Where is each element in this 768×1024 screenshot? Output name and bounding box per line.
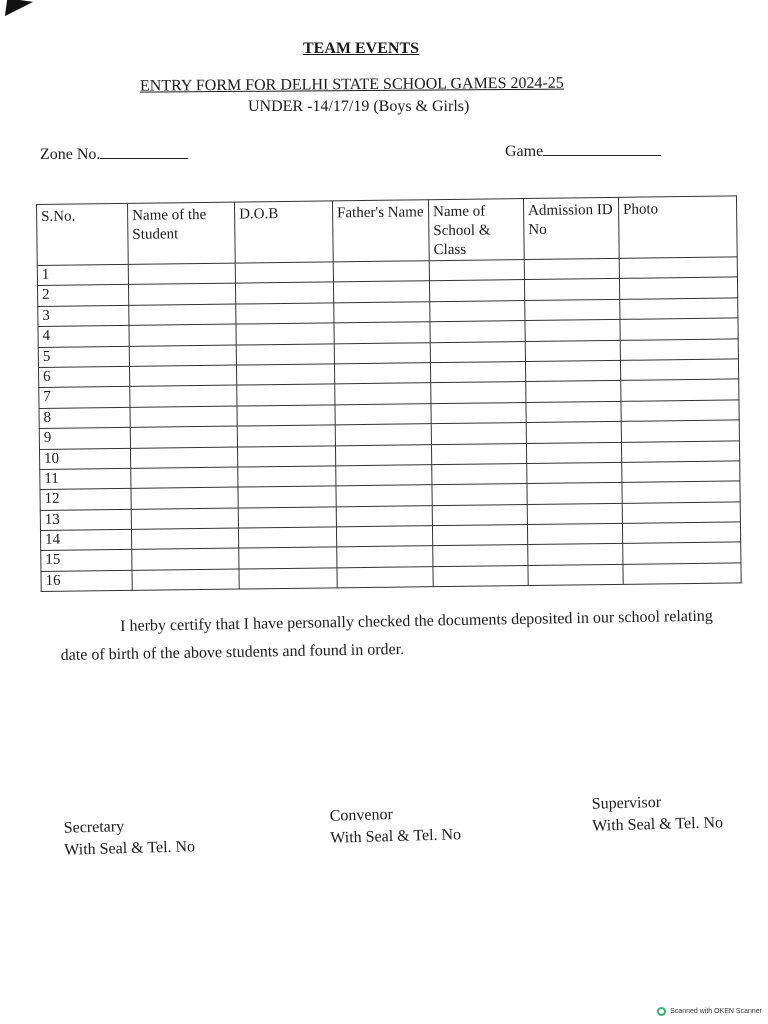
column-header: Name of School & Class (428, 199, 524, 261)
entry-cell[interactable] (129, 324, 236, 346)
entry-cell[interactable] (130, 406, 237, 428)
form-subtitle: ENTRY FORM FOR DELHI STATE SCHOOL GAMES 2024-25 (139, 74, 564, 95)
entry-cell[interactable] (525, 360, 620, 382)
entry-cell[interactable] (336, 465, 432, 487)
entry-cell[interactable] (526, 381, 621, 403)
entry-cell[interactable] (131, 508, 238, 530)
entry-cell[interactable] (333, 281, 429, 303)
serial-number-cell: 1 (37, 264, 128, 286)
entry-cell[interactable] (239, 547, 337, 569)
entry-cell[interactable] (129, 345, 236, 367)
entry-cell[interactable] (236, 323, 334, 345)
serial-number-cell: 10 (39, 448, 130, 470)
entry-cell[interactable] (336, 505, 432, 527)
serial-number-cell: 14 (40, 529, 131, 551)
entry-cell[interactable] (432, 463, 527, 485)
entry-cell[interactable] (621, 420, 739, 442)
entry-cell[interactable] (333, 261, 429, 283)
serial-number-cell: 12 (40, 489, 131, 511)
entry-cell[interactable] (238, 507, 336, 529)
entry-cell[interactable] (128, 283, 235, 305)
entry-cell[interactable] (432, 525, 527, 547)
secretary-signature-block (63, 814, 195, 861)
entry-cell[interactable] (132, 569, 239, 591)
serial-number-cell: 16 (41, 570, 132, 592)
supervisor-label: Supervisor (591, 793, 662, 813)
serial-number-cell: 5 (38, 346, 129, 368)
serial-number-cell: 3 (38, 305, 129, 327)
entry-cell[interactable] (334, 301, 430, 323)
entry-cell[interactable] (236, 303, 334, 325)
table-body (37, 257, 741, 592)
form-category: UNDER -14/17/19 (Boys & Girls) (248, 98, 470, 115)
entry-cell[interactable] (620, 359, 738, 381)
entry-cell[interactable] (431, 382, 526, 404)
entry-cell[interactable] (235, 262, 333, 284)
entry-cell[interactable] (130, 385, 237, 407)
certification-line-1: I herby certify that I have personally checked the documents deposited in our school relating (120, 607, 713, 635)
entry-cell[interactable] (336, 485, 432, 507)
entry-cell[interactable] (527, 462, 622, 484)
entry-cell[interactable] (235, 282, 333, 304)
entry-cell[interactable] (622, 481, 740, 503)
secretary-seal-label: With Seal & Tel. No (64, 838, 196, 859)
entry-cell[interactable] (238, 466, 336, 488)
serial-number-cell: 6 (38, 366, 129, 388)
serial-number-cell: 11 (40, 468, 131, 490)
entry-cell[interactable] (525, 340, 620, 362)
entry-cell[interactable] (527, 523, 622, 545)
zone-blank-line (100, 145, 188, 159)
entry-cell[interactable] (620, 298, 738, 320)
entry-cell[interactable] (622, 461, 740, 483)
entry-cell[interactable] (524, 279, 619, 301)
entry-cell[interactable] (528, 564, 623, 586)
entry-cell[interactable] (236, 364, 334, 386)
entry-cell[interactable] (130, 426, 237, 448)
serial-number-cell: 13 (40, 509, 131, 531)
entry-table-wrapper (36, 195, 746, 592)
entry-cell[interactable] (238, 527, 336, 549)
entry-cell[interactable] (622, 522, 740, 544)
entry-cell[interactable] (431, 443, 526, 465)
entry-cell[interactable] (335, 383, 431, 405)
table-header-row (37, 196, 738, 266)
entry-cell[interactable] (433, 565, 528, 587)
serial-number-cell: 7 (39, 387, 130, 409)
serial-number-cell: 9 (39, 427, 130, 449)
entry-cell[interactable] (429, 260, 524, 282)
game-blank-line (543, 142, 661, 156)
secretary-label: Secretary (63, 818, 125, 837)
entry-cell[interactable] (132, 549, 239, 571)
entry-cell[interactable] (131, 487, 238, 509)
entry-cell[interactable] (335, 444, 431, 466)
entry-cell[interactable] (128, 263, 235, 285)
entry-cell[interactable] (129, 304, 236, 326)
column-header: Photo (618, 196, 737, 258)
entry-cell[interactable] (131, 467, 238, 489)
entry-cell[interactable] (525, 299, 620, 321)
column-header: Father's Name (332, 200, 429, 262)
entry-cell[interactable] (239, 568, 337, 590)
entry-cell[interactable] (335, 424, 431, 446)
game-label: Game (505, 143, 544, 160)
entry-cell[interactable] (526, 401, 621, 423)
entry-cell[interactable] (334, 363, 430, 385)
entry-cell[interactable] (431, 402, 526, 424)
scanner-logo-icon (657, 1007, 666, 1016)
entry-cell[interactable] (526, 442, 621, 464)
corner-fold-mark (5, 0, 33, 20)
entry-cell[interactable] (431, 423, 526, 445)
entry-cell[interactable] (429, 280, 524, 302)
entry-cell[interactable] (336, 526, 432, 548)
entry-cell[interactable] (237, 425, 335, 447)
entry-cell[interactable] (430, 300, 525, 322)
entry-cell[interactable] (623, 563, 741, 585)
entry-cell[interactable] (619, 277, 737, 299)
entry-cell[interactable] (430, 321, 525, 343)
game-field (505, 142, 661, 161)
convenor-signature-block (329, 802, 461, 849)
column-header: Name of the Student (127, 202, 235, 264)
entry-cell[interactable] (131, 528, 238, 550)
entry-cell[interactable] (237, 445, 335, 467)
entry-cell[interactable] (129, 365, 236, 387)
entry-cell[interactable] (527, 483, 622, 505)
certification-line-2: date of birth of the above students and found in order. (60, 641, 405, 664)
entry-cell[interactable] (621, 440, 739, 462)
entry-cell[interactable] (524, 258, 619, 280)
entry-cell[interactable] (432, 484, 527, 506)
serial-number-cell: 4 (38, 326, 129, 348)
convenor-label: Convenor (329, 806, 394, 825)
entry-cell[interactable] (621, 379, 739, 401)
entry-cell[interactable] (528, 544, 623, 566)
entry-cell[interactable] (622, 502, 740, 524)
scanner-watermark-text: Scanned with OKEN Scanner (670, 1008, 762, 1015)
serial-number-cell: 8 (39, 407, 130, 429)
column-header: Admission ID No (523, 197, 619, 259)
supervisor-signature-block (591, 790, 723, 837)
entry-cell[interactable] (620, 338, 738, 360)
entry-table (36, 195, 742, 592)
column-header: D.O.B (234, 201, 333, 263)
entry-cell[interactable] (335, 403, 431, 425)
entry-cell[interactable] (430, 361, 525, 383)
convenor-seal-label: With Seal & Tel. No (330, 826, 462, 847)
serial-number-cell: 15 (41, 550, 132, 572)
entry-cell[interactable] (334, 322, 430, 344)
entry-cell[interactable] (620, 318, 738, 340)
serial-number-cell: 2 (38, 285, 129, 307)
entry-cell[interactable] (619, 257, 737, 279)
entry-cell[interactable] (430, 341, 525, 363)
zone-label: Zone No. (40, 146, 101, 163)
column-header: S.No. (37, 203, 129, 265)
entry-cell[interactable] (334, 342, 430, 364)
entry-cell[interactable] (237, 405, 335, 427)
zone-field (40, 145, 188, 164)
form-title: TEAM EVENTS (302, 40, 420, 57)
entry-cell[interactable] (432, 504, 527, 526)
entry-cell[interactable] (525, 320, 620, 342)
entry-cell[interactable] (237, 384, 335, 406)
entry-cell[interactable] (527, 503, 622, 525)
scanner-watermark (657, 1007, 762, 1016)
supervisor-seal-label: With Seal & Tel. No (592, 814, 724, 835)
entry-cell[interactable] (526, 421, 621, 443)
entry-cell[interactable] (238, 486, 336, 508)
entry-cell[interactable] (621, 400, 739, 422)
entry-cell[interactable] (130, 447, 237, 469)
entry-cell[interactable] (337, 567, 433, 589)
entry-cell[interactable] (433, 545, 528, 567)
entry-cell[interactable] (623, 542, 741, 564)
entry-cell[interactable] (236, 343, 334, 365)
entry-cell[interactable] (337, 546, 433, 568)
certification-statement (60, 602, 766, 670)
